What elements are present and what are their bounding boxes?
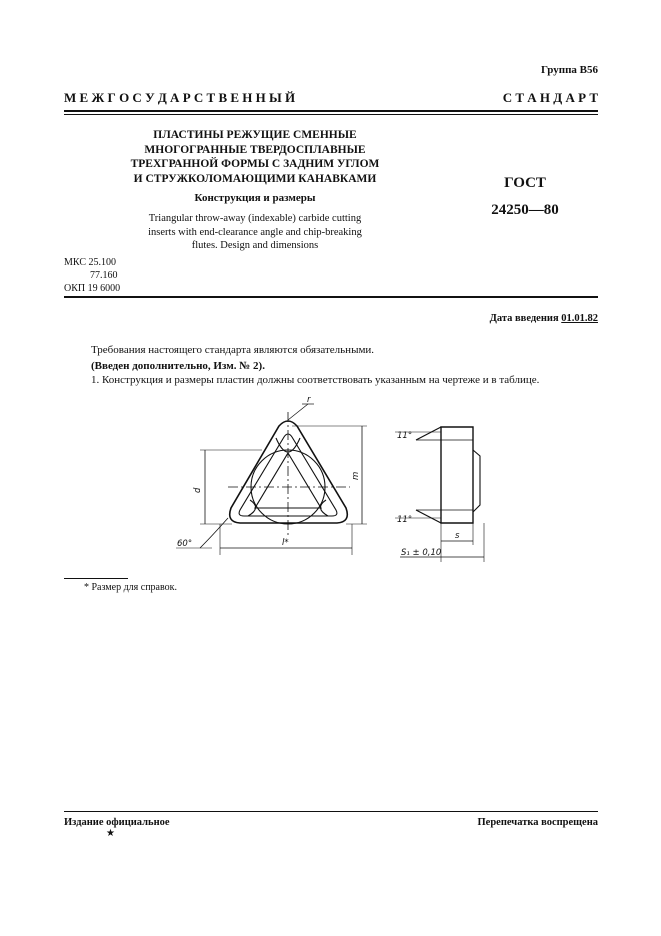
label-l: l* [282, 538, 289, 548]
standard-banner [64, 90, 598, 106]
classification-codes [64, 256, 120, 295]
label-m: m [351, 471, 361, 480]
insert-drawing [160, 392, 500, 572]
date-value: 01.01.82 [561, 313, 598, 324]
english-title-line: inserts with end-clearance angle and chip-breaking [148, 226, 362, 238]
footer-rule [64, 811, 598, 812]
label-angle-11-bottom: 11° [397, 515, 413, 525]
english-title [110, 212, 400, 253]
introduction-date [490, 313, 598, 324]
label-s: s [455, 531, 460, 541]
document-subtitle: Конструкция и размеры [194, 192, 316, 204]
footnote: * Размер для справок. [84, 582, 177, 593]
header-bottom-rule [64, 296, 598, 298]
top-rule-thin [64, 114, 598, 115]
title-line: ПЛАСТИНЫ РЕЖУЩИЕ СМЕННЫЕ [153, 129, 357, 141]
side-view-outline [441, 427, 473, 523]
gost-designation [470, 170, 580, 224]
english-title-line: Triangular throw-away (indexable) carbide cutting [148, 213, 362, 224]
footer-official-edition: Издание официальное [64, 817, 170, 828]
gost-number: 24250—80 [491, 202, 559, 218]
title-line: ТРЕХГРАННОЙ ФОРМЫ С ЗАДНИМ УГЛОМ [130, 158, 380, 170]
title-line: МНОГОГРАННЫЕ ТВЕРДОСПЛАВНЫЕ [144, 143, 366, 156]
date-label: Дата введения [489, 313, 559, 324]
footer-reprint-prohibited: Перепечатка воспрещена [477, 817, 598, 828]
okp-code: ОКП 19 6000 [64, 283, 121, 294]
star-icon: ★ [106, 828, 115, 839]
banner-word-1: М Е Ж Г О С У Д А Р С Т В Е Н Н Ы Й [64, 90, 296, 105]
paragraph-clause-1: 1. Конструкция и размеры пластин должны соответствовать указанным на чертеже и в таблице. [91, 374, 540, 386]
banner-word-2: С Т А Н Д А Р Т [502, 90, 598, 105]
english-title-line: flutes. Design and dimensions [191, 240, 319, 251]
group-code: Группа В56 [540, 64, 598, 76]
top-rule-thick [64, 110, 598, 112]
label-d: d [193, 487, 203, 493]
mks-code-2: 77.160 [90, 270, 118, 281]
paragraph-mandatory: Требования настоящего стандарта являются обязательными. [91, 344, 375, 356]
label-angle-11-top: 11° [397, 431, 413, 441]
label-angle-60: 60° [177, 539, 193, 549]
paragraph-amendment: (Введен дополнительно, Изм. № 2). [91, 360, 265, 372]
title-line: И СТРУЖКОЛОМАЮЩИМИ КАНАВКАМИ [133, 172, 377, 185]
label-r: r [307, 395, 311, 405]
mks-code: МКС 25.100 [64, 257, 116, 268]
gost-label: ГОСТ [504, 175, 546, 191]
footnote-rule [64, 578, 128, 579]
document-title [110, 128, 400, 186]
label-s1: S₁ ± 0,10 [401, 548, 442, 558]
